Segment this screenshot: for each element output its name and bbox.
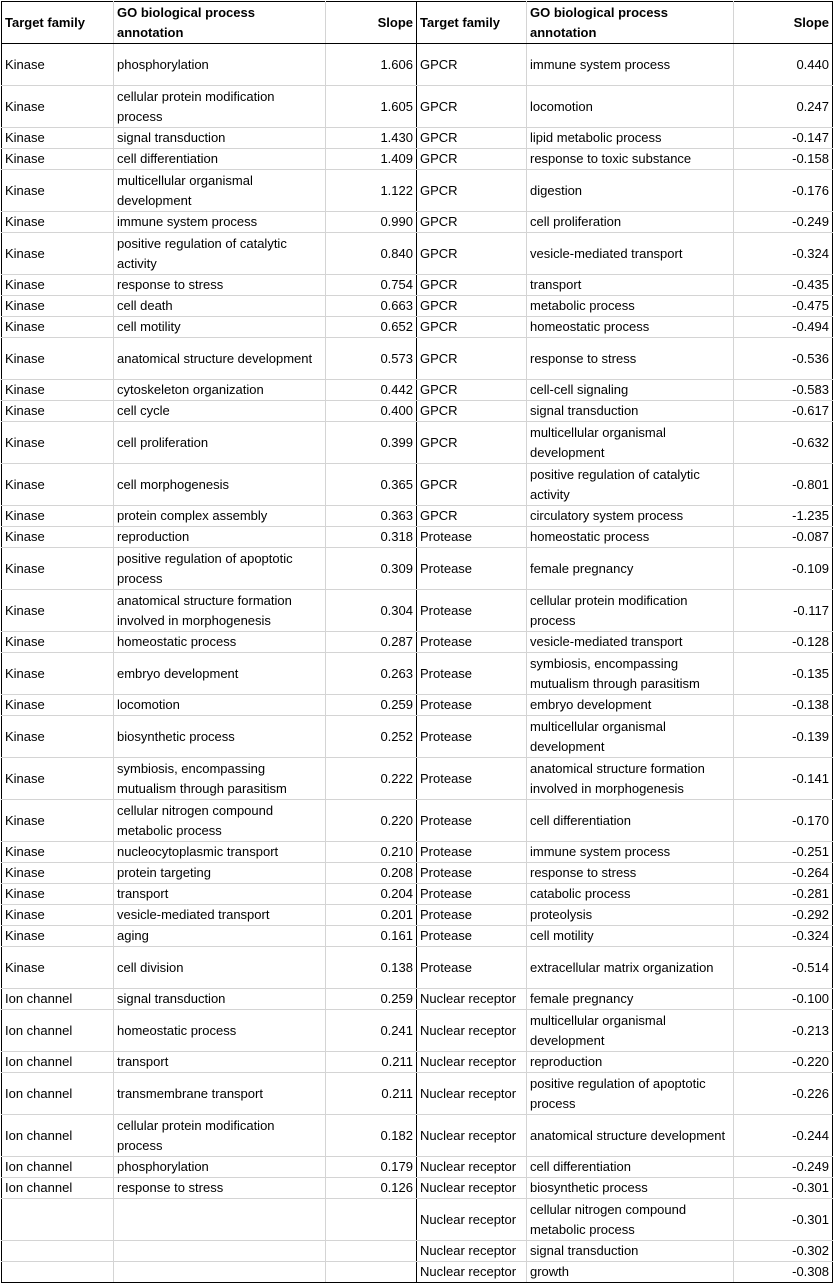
cell-family-left [2, 1262, 114, 1283]
table-row [2, 296, 833, 317]
cell-family-left: Kinase [2, 758, 114, 800]
cell-slope-right: -0.494 [734, 317, 833, 338]
cell-slope-left: 0.220 [326, 800, 417, 842]
cell-family-right: Protease [417, 527, 527, 548]
cell-process-right: immune system process [527, 44, 734, 86]
cell-process-right: homeostatic process [527, 527, 734, 548]
cell-family-right: Nuclear receptor [417, 1052, 527, 1073]
table-row [2, 527, 833, 548]
cell-process-left: cell division [114, 947, 326, 989]
cell-process-right: anatomical structure formation involved in morphogenesis [527, 758, 734, 800]
cell-slope-right: -0.135 [734, 653, 833, 695]
cell-slope-right: -0.176 [734, 170, 833, 212]
cell-slope-right: -0.249 [734, 1157, 833, 1178]
cell-family-right: Protease [417, 905, 527, 926]
header-slope-left: Slope [326, 2, 417, 44]
cell-family-left: Kinase [2, 800, 114, 842]
table-row [2, 842, 833, 863]
cell-family-right: Protease [417, 590, 527, 632]
cell-slope-right: -0.308 [734, 1262, 833, 1283]
cell-slope-right: -0.301 [734, 1199, 833, 1241]
cell-family-left: Kinase [2, 338, 114, 380]
cell-family-right: Nuclear receptor [417, 1073, 527, 1115]
cell-slope-right: -0.302 [734, 1241, 833, 1262]
cell-slope-left: 0.210 [326, 842, 417, 863]
cell-slope-right: -0.281 [734, 884, 833, 905]
cell-family-left: Kinase [2, 653, 114, 695]
cell-family-right: Protease [417, 884, 527, 905]
cell-family-right: Nuclear receptor [417, 1241, 527, 1262]
cell-process-left: symbiosis, encompassing mutualism through parasitism [114, 758, 326, 800]
cell-slope-left: 0.201 [326, 905, 417, 926]
cell-family-right: Protease [417, 632, 527, 653]
cell-process-right: lipid metabolic process [527, 128, 734, 149]
cell-slope-left: 0.652 [326, 317, 417, 338]
cell-slope-left: 1.605 [326, 86, 417, 128]
table-row [2, 380, 833, 401]
cell-family-right: Protease [417, 695, 527, 716]
cell-process-right: cell-cell signaling [527, 380, 734, 401]
table-row [2, 905, 833, 926]
header-go-process-left: GO biological process annotation [114, 2, 326, 44]
cell-slope-left: 0.208 [326, 863, 417, 884]
cell-slope-left [326, 1199, 417, 1241]
cell-family-left: Ion channel [2, 989, 114, 1010]
cell-process-right: response to stress [527, 863, 734, 884]
cell-slope-left: 0.990 [326, 212, 417, 233]
cell-process-right: immune system process [527, 842, 734, 863]
cell-process-left: signal transduction [114, 128, 326, 149]
cell-process-right: catabolic process [527, 884, 734, 905]
cell-slope-left: 1.606 [326, 44, 417, 86]
cell-family-right: GPCR [417, 170, 527, 212]
cell-process-right: female pregnancy [527, 548, 734, 590]
cell-slope-right: -0.617 [734, 401, 833, 422]
table-row [2, 653, 833, 695]
cell-family-left: Kinase [2, 926, 114, 947]
cell-family-right: Nuclear receptor [417, 1010, 527, 1052]
table-row [2, 989, 833, 1010]
table-body [2, 44, 833, 1283]
cell-process-right: positive regulation of apoptotic process [527, 1073, 734, 1115]
cell-process-right: response to stress [527, 338, 734, 380]
table-row [2, 758, 833, 800]
table-row [2, 86, 833, 128]
cell-slope-right: -0.170 [734, 800, 833, 842]
cell-slope-left: 0.840 [326, 233, 417, 275]
cell-process-left: cell differentiation [114, 149, 326, 170]
cell-family-left: Kinase [2, 401, 114, 422]
table-row [2, 1073, 833, 1115]
cell-process-right: cell differentiation [527, 1157, 734, 1178]
cell-family-right: Nuclear receptor [417, 1157, 527, 1178]
cell-process-left: cellular protein modification process [114, 1115, 326, 1157]
cell-slope-right: -0.220 [734, 1052, 833, 1073]
table-row [2, 1157, 833, 1178]
cell-family-left: Kinase [2, 380, 114, 401]
cell-slope-left: 0.241 [326, 1010, 417, 1052]
cell-family-left: Kinase [2, 86, 114, 128]
cell-process-left: cell cycle [114, 401, 326, 422]
cell-process-right: symbiosis, encompassing mutualism through parasitism [527, 653, 734, 695]
cell-process-left: response to stress [114, 275, 326, 296]
cell-process-right: cell motility [527, 926, 734, 947]
table-row [2, 401, 833, 422]
cell-slope-left: 0.211 [326, 1073, 417, 1115]
cell-family-right: GPCR [417, 128, 527, 149]
cell-slope-right: -0.141 [734, 758, 833, 800]
cell-process-left [114, 1262, 326, 1283]
cell-process-left: immune system process [114, 212, 326, 233]
cell-process-left: positive regulation of catalytic activity [114, 233, 326, 275]
cell-process-left: cellular nitrogen compound metabolic process [114, 800, 326, 842]
cell-slope-right: -0.138 [734, 695, 833, 716]
cell-process-left: multicellular organismal development [114, 170, 326, 212]
cell-process-right: embryo development [527, 695, 734, 716]
table-row [2, 884, 833, 905]
cell-process-left: transport [114, 1052, 326, 1073]
cell-process-left: phosphorylation [114, 1157, 326, 1178]
cell-slope-right: 0.440 [734, 44, 833, 86]
cell-family-left [2, 1241, 114, 1262]
cell-process-left: anatomical structure development [114, 338, 326, 380]
cell-process-right: circulatory system process [527, 506, 734, 527]
cell-slope-right: -0.435 [734, 275, 833, 296]
cell-slope-right: 0.247 [734, 86, 833, 128]
cell-process-right: cell proliferation [527, 212, 734, 233]
header-target-family-left: Target family [2, 2, 114, 44]
cell-process-right: multicellular organismal development [527, 716, 734, 758]
cell-process-left: cell death [114, 296, 326, 317]
cell-family-right: Protease [417, 842, 527, 863]
cell-family-right: GPCR [417, 464, 527, 506]
table-row [2, 212, 833, 233]
cell-process-right: cellular nitrogen compound metabolic process [527, 1199, 734, 1241]
table-row [2, 338, 833, 380]
cell-family-left: Kinase [2, 947, 114, 989]
cell-family-left: Kinase [2, 884, 114, 905]
cell-slope-left: 0.126 [326, 1178, 417, 1199]
cell-process-right: multicellular organismal development [527, 1010, 734, 1052]
table-row [2, 1199, 833, 1241]
table-row [2, 590, 833, 632]
cell-family-right: Protease [417, 800, 527, 842]
table-row [2, 44, 833, 86]
table-row [2, 863, 833, 884]
table-row [2, 548, 833, 590]
cell-slope-left [326, 1241, 417, 1262]
cell-family-left: Kinase [2, 317, 114, 338]
cell-process-right: growth [527, 1262, 734, 1283]
header-slope-right: Slope [734, 2, 833, 44]
cell-process-left: phosphorylation [114, 44, 326, 86]
cell-slope-right: -0.213 [734, 1010, 833, 1052]
cell-family-right: Nuclear receptor [417, 1115, 527, 1157]
cell-family-right: Nuclear receptor [417, 1178, 527, 1199]
cell-family-right: GPCR [417, 317, 527, 338]
cell-slope-left: 1.122 [326, 170, 417, 212]
cell-family-right: GPCR [417, 506, 527, 527]
cell-process-left [114, 1199, 326, 1241]
cell-family-left: Kinase [2, 212, 114, 233]
cell-family-left: Kinase [2, 296, 114, 317]
cell-process-right: transport [527, 275, 734, 296]
cell-process-left: homeostatic process [114, 1010, 326, 1052]
table-row [2, 1010, 833, 1052]
cell-family-right: GPCR [417, 380, 527, 401]
cell-slope-left: 1.430 [326, 128, 417, 149]
table-row [2, 800, 833, 842]
cell-process-right: reproduction [527, 1052, 734, 1073]
cell-process-right: signal transduction [527, 1241, 734, 1262]
cell-slope-left: 1.409 [326, 149, 417, 170]
cell-process-right: homeostatic process [527, 317, 734, 338]
cell-family-right: GPCR [417, 44, 527, 86]
cell-family-left: Kinase [2, 170, 114, 212]
cell-slope-left: 0.252 [326, 716, 417, 758]
cell-process-right: female pregnancy [527, 989, 734, 1010]
cell-process-left: cytoskeleton organization [114, 380, 326, 401]
cell-slope-right: -0.158 [734, 149, 833, 170]
table-row [2, 1262, 833, 1283]
cell-slope-right: -0.251 [734, 842, 833, 863]
cell-process-right: positive regulation of catalytic activity [527, 464, 734, 506]
cell-family-right: GPCR [417, 212, 527, 233]
cell-slope-left: 0.442 [326, 380, 417, 401]
cell-slope-right: -0.226 [734, 1073, 833, 1115]
cell-process-right: vesicle-mediated transport [527, 632, 734, 653]
cell-slope-right: -0.301 [734, 1178, 833, 1199]
cell-family-left: Kinase [2, 632, 114, 653]
cell-family-right: GPCR [417, 401, 527, 422]
cell-family-right: GPCR [417, 422, 527, 464]
table-row [2, 506, 833, 527]
cell-slope-right: -0.324 [734, 926, 833, 947]
cell-slope-right: -0.801 [734, 464, 833, 506]
cell-process-right: extracellular matrix organization [527, 947, 734, 989]
cell-process-left: cell motility [114, 317, 326, 338]
table-row [2, 170, 833, 212]
cell-process-left: embryo development [114, 653, 326, 695]
cell-slope-left: 0.182 [326, 1115, 417, 1157]
header-go-process-right: GO biological process annotation [527, 2, 734, 44]
cell-family-left: Kinase [2, 128, 114, 149]
cell-family-right: Protease [417, 947, 527, 989]
cell-slope-left: 0.400 [326, 401, 417, 422]
cell-process-left: biosynthetic process [114, 716, 326, 758]
cell-process-right: anatomical structure development [527, 1115, 734, 1157]
table-row [2, 1241, 833, 1262]
cell-slope-left: 0.179 [326, 1157, 417, 1178]
cell-family-left: Kinase [2, 695, 114, 716]
cell-slope-right: -0.139 [734, 716, 833, 758]
cell-family-right: Protease [417, 716, 527, 758]
cell-process-right: cellular protein modification process [527, 590, 734, 632]
cell-process-left: cell proliferation [114, 422, 326, 464]
cell-slope-left: 0.138 [326, 947, 417, 989]
cell-process-right: multicellular organismal development [527, 422, 734, 464]
cell-family-left: Kinase [2, 506, 114, 527]
cell-family-right: GPCR [417, 296, 527, 317]
cell-family-right: Protease [417, 926, 527, 947]
cell-process-left: aging [114, 926, 326, 947]
cell-family-left: Ion channel [2, 1073, 114, 1115]
cell-slope-left: 0.259 [326, 695, 417, 716]
cell-family-right: Nuclear receptor [417, 1199, 527, 1241]
cell-process-left: locomotion [114, 695, 326, 716]
cell-slope-right: -0.100 [734, 989, 833, 1010]
cell-slope-right: -0.087 [734, 527, 833, 548]
cell-family-right: Protease [417, 653, 527, 695]
cell-process-left: homeostatic process [114, 632, 326, 653]
cell-family-right: Protease [417, 758, 527, 800]
header-row [2, 2, 833, 44]
cell-process-left: protein complex assembly [114, 506, 326, 527]
cell-slope-right: -0.244 [734, 1115, 833, 1157]
cell-family-right: Protease [417, 548, 527, 590]
cell-family-left: Kinase [2, 275, 114, 296]
cell-family-left: Kinase [2, 44, 114, 86]
cell-process-left: cellular protein modification process [114, 86, 326, 128]
cell-family-left: Kinase [2, 233, 114, 275]
cell-process-right: biosynthetic process [527, 1178, 734, 1199]
go-process-slope-table [1, 1, 833, 1283]
cell-process-left: positive regulation of apoptotic process [114, 548, 326, 590]
cell-family-right: GPCR [417, 149, 527, 170]
cell-slope-left: 0.204 [326, 884, 417, 905]
table-row [2, 632, 833, 653]
cell-slope-left: 0.287 [326, 632, 417, 653]
cell-family-left: Kinase [2, 905, 114, 926]
cell-slope-right: -0.475 [734, 296, 833, 317]
cell-process-left: reproduction [114, 527, 326, 548]
table-row [2, 128, 833, 149]
cell-family-left: Ion channel [2, 1178, 114, 1199]
cell-process-left: protein targeting [114, 863, 326, 884]
table-row [2, 947, 833, 989]
cell-slope-left: 0.573 [326, 338, 417, 380]
cell-slope-left: 0.309 [326, 548, 417, 590]
cell-family-left: Ion channel [2, 1010, 114, 1052]
cell-family-right: GPCR [417, 275, 527, 296]
table-row [2, 233, 833, 275]
cell-process-right: digestion [527, 170, 734, 212]
cell-slope-right: -0.536 [734, 338, 833, 380]
cell-process-left: cell morphogenesis [114, 464, 326, 506]
cell-process-left: transmembrane transport [114, 1073, 326, 1115]
cell-family-right: Protease [417, 863, 527, 884]
cell-process-right: signal transduction [527, 401, 734, 422]
table-row [2, 926, 833, 947]
cell-family-left: Kinase [2, 863, 114, 884]
cell-family-left: Kinase [2, 590, 114, 632]
cell-process-left: signal transduction [114, 989, 326, 1010]
cell-process-right: cell differentiation [527, 800, 734, 842]
cell-slope-left: 0.663 [326, 296, 417, 317]
cell-family-left [2, 1199, 114, 1241]
cell-process-left: transport [114, 884, 326, 905]
cell-family-left: Kinase [2, 716, 114, 758]
cell-slope-left: 0.365 [326, 464, 417, 506]
table-row [2, 149, 833, 170]
cell-slope-right: -0.109 [734, 548, 833, 590]
table-row [2, 1178, 833, 1199]
cell-slope-right: -0.632 [734, 422, 833, 464]
table-row [2, 695, 833, 716]
cell-slope-right: -0.514 [734, 947, 833, 989]
table-row [2, 1115, 833, 1157]
cell-slope-right: -0.147 [734, 128, 833, 149]
cell-slope-left: 0.259 [326, 989, 417, 1010]
table-row [2, 1052, 833, 1073]
header-target-family-right: Target family [417, 2, 527, 44]
cell-process-right: metabolic process [527, 296, 734, 317]
cell-slope-right: -0.292 [734, 905, 833, 926]
cell-slope-right: -0.117 [734, 590, 833, 632]
cell-process-right: proteolysis [527, 905, 734, 926]
cell-family-left: Kinase [2, 548, 114, 590]
table-row [2, 275, 833, 296]
cell-process-left: response to stress [114, 1178, 326, 1199]
cell-process-left: anatomical structure formation involved in morphogenesis [114, 590, 326, 632]
cell-family-left: Kinase [2, 422, 114, 464]
table-row [2, 716, 833, 758]
cell-slope-right: -0.128 [734, 632, 833, 653]
cell-slope-right: -1.235 [734, 506, 833, 527]
table-row [2, 317, 833, 338]
cell-process-right: vesicle-mediated transport [527, 233, 734, 275]
table-row [2, 464, 833, 506]
cell-family-left: Kinase [2, 149, 114, 170]
cell-slope-left: 0.161 [326, 926, 417, 947]
cell-family-right: Nuclear receptor [417, 1262, 527, 1283]
cell-slope-right: -0.583 [734, 380, 833, 401]
cell-slope-left [326, 1262, 417, 1283]
cell-family-left: Kinase [2, 464, 114, 506]
cell-family-right: GPCR [417, 86, 527, 128]
cell-family-right: GPCR [417, 338, 527, 380]
cell-family-left: Kinase [2, 527, 114, 548]
cell-slope-right: -0.324 [734, 233, 833, 275]
cell-family-left: Ion channel [2, 1157, 114, 1178]
cell-slope-left: 0.222 [326, 758, 417, 800]
cell-process-left: vesicle-mediated transport [114, 905, 326, 926]
cell-slope-left: 0.304 [326, 590, 417, 632]
cell-family-right: Nuclear receptor [417, 989, 527, 1010]
cell-slope-left: 0.211 [326, 1052, 417, 1073]
cell-process-right: response to toxic substance [527, 149, 734, 170]
cell-process-left: nucleocytoplasmic transport [114, 842, 326, 863]
cell-slope-left: 0.399 [326, 422, 417, 464]
cell-slope-left: 0.754 [326, 275, 417, 296]
cell-slope-left: 0.318 [326, 527, 417, 548]
cell-process-right: locomotion [527, 86, 734, 128]
cell-slope-left: 0.263 [326, 653, 417, 695]
cell-family-right: GPCR [417, 233, 527, 275]
cell-slope-left: 0.363 [326, 506, 417, 527]
cell-process-left [114, 1241, 326, 1262]
table-row [2, 422, 833, 464]
cell-slope-right: -0.264 [734, 863, 833, 884]
cell-family-left: Ion channel [2, 1052, 114, 1073]
cell-slope-right: -0.249 [734, 212, 833, 233]
cell-family-left: Ion channel [2, 1115, 114, 1157]
cell-family-left: Kinase [2, 842, 114, 863]
